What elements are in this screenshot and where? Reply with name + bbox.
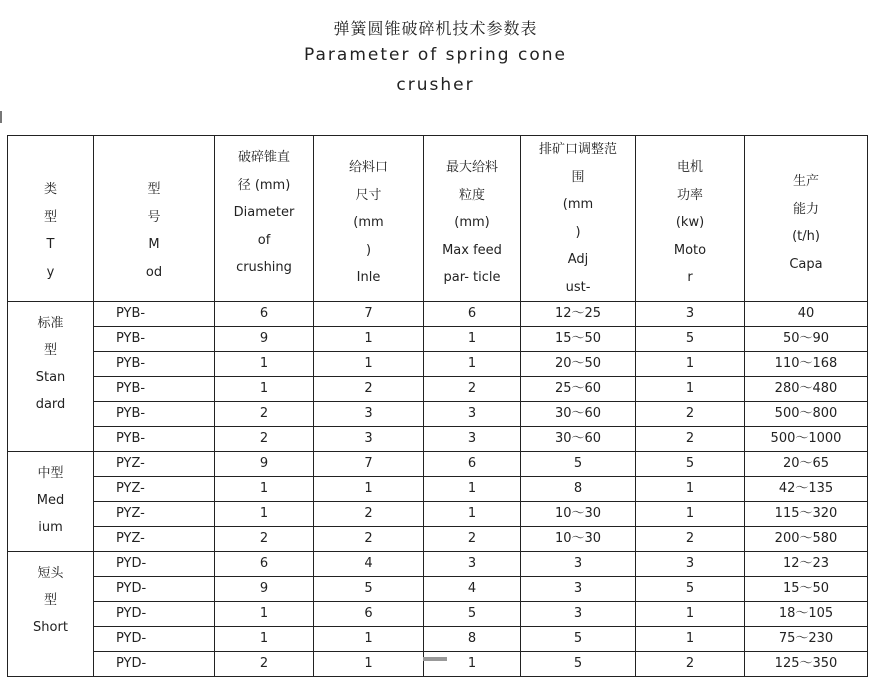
type-text-line: 型	[43, 343, 57, 358]
header-text-line: ust-	[565, 279, 591, 295]
header-text-line: Adj	[567, 252, 589, 267]
header-text-line: 最大给料	[445, 160, 498, 175]
side-tick-mark	[0, 111, 2, 123]
diameter-cell: 1	[215, 377, 314, 402]
model-cell: PYZ-	[94, 527, 215, 552]
header-text-line: 破碎锥直	[237, 150, 290, 165]
diameter-cell: 9	[215, 577, 314, 602]
motor-power-cell: 2	[636, 652, 745, 677]
discharge-cell: 5	[521, 627, 636, 652]
table-row	[8, 352, 868, 377]
motor-power-cell: 2	[636, 527, 745, 552]
header-text-line: T	[46, 237, 55, 252]
header-text-line: 功率	[676, 187, 703, 203]
feed-opening-cell: 3	[314, 427, 424, 452]
diameter-cell: 6	[215, 552, 314, 577]
max-feed-cell: 5	[424, 602, 521, 627]
header-motor-power	[636, 136, 745, 302]
feed-opening-cell: 2	[314, 502, 424, 527]
header-text-line: Moto	[673, 242, 707, 258]
capacity-cell: 50～90	[745, 327, 868, 352]
table-row	[8, 652, 868, 677]
type-text-line: Stan	[35, 370, 66, 385]
capacity-cell: 20～65	[745, 452, 868, 477]
feed-opening-cell: 1	[314, 627, 424, 652]
header-text-line: 电机	[676, 160, 703, 175]
feed-opening-cell: 7	[314, 302, 424, 327]
capacity-cell: 40	[745, 302, 868, 327]
title-chinese: 弹簧圆锥破碎机技术参数表	[333, 19, 538, 38]
type-text-line: ium	[38, 520, 63, 535]
diameter-cell: 1	[215, 602, 314, 627]
capacity-cell: 125～350	[745, 652, 868, 677]
header-text-line: 型	[43, 209, 57, 225]
header-feed-opening	[314, 136, 424, 302]
capacity-cell: 280～480	[745, 377, 868, 402]
max-feed-cell: 3	[424, 552, 521, 577]
max-feed-cell: 6	[424, 452, 521, 477]
header-text-line: 型	[147, 182, 161, 197]
header-text-line: 类	[43, 182, 57, 197]
table-row	[8, 402, 868, 427]
table-row	[8, 477, 868, 502]
header-diameter	[215, 136, 314, 302]
bottom-mark	[423, 657, 447, 661]
header-discharge-adjust	[521, 136, 636, 302]
type-text-line: 中型	[37, 466, 64, 481]
type-text-line: 短头	[37, 566, 64, 581]
max-feed-cell: 3	[424, 427, 521, 452]
capacity-cell: 15～50	[745, 577, 868, 602]
max-feed-cell: 1	[424, 352, 521, 377]
discharge-cell: 20～50	[521, 352, 636, 377]
header-text-line: Inle	[356, 270, 381, 285]
diameter-cell: 2	[215, 402, 314, 427]
header-text-line: par- ticle	[443, 270, 501, 285]
header-text-line: Max feed	[442, 242, 502, 258]
feed-opening-cell: 1	[314, 477, 424, 502]
discharge-cell: 8	[521, 477, 636, 502]
model-cell: PYZ-	[94, 477, 215, 502]
discharge-cell: 12～25	[521, 302, 636, 327]
feed-opening-cell: 1	[314, 352, 424, 377]
header-text-line: 能力	[792, 201, 819, 217]
header-text-line: M	[148, 237, 160, 252]
diameter-cell: 9	[215, 327, 314, 352]
header-max-feed	[424, 136, 521, 302]
header-text-line: (mm	[562, 197, 594, 212]
feed-opening-cell: 1	[314, 327, 424, 352]
discharge-cell: 30～60	[521, 402, 636, 427]
diameter-cell: 2	[215, 427, 314, 452]
feed-opening-cell: 3	[314, 402, 424, 427]
capacity-cell: 200～580	[745, 527, 868, 552]
capacity-cell: 75～230	[745, 627, 868, 652]
discharge-cell: 10～30	[521, 502, 636, 527]
discharge-cell: 5	[521, 652, 636, 677]
model-cell: PYD-	[94, 602, 215, 627]
motor-power-cell: 1	[636, 352, 745, 377]
discharge-cell: 3	[521, 552, 636, 577]
table-row	[8, 552, 868, 577]
model-cell: PYZ-	[94, 502, 215, 527]
max-feed-cell: 1	[424, 327, 521, 352]
table-row	[8, 577, 868, 602]
discharge-cell: 30～60	[521, 427, 636, 452]
table-row	[8, 427, 868, 452]
table-row	[8, 527, 868, 552]
header-text-line: (mm	[353, 215, 384, 230]
header-text-line: (kw)	[675, 215, 705, 230]
header-text-line: 生产	[792, 174, 819, 189]
model-cell: PYD-	[94, 627, 215, 652]
model-cell: PYZ-	[94, 452, 215, 477]
header-text-line: 粒度	[458, 187, 485, 203]
model-cell: PYD-	[94, 577, 215, 602]
type-text-line: 型	[43, 593, 57, 608]
header-text-line: (t/h)	[792, 229, 820, 244]
model-cell: PYB-	[94, 377, 215, 402]
max-feed-cell: 4	[424, 577, 521, 602]
header-capacity	[745, 136, 868, 302]
feed-opening-cell: 5	[314, 577, 424, 602]
diameter-cell: 9	[215, 452, 314, 477]
capacity-cell: 18～105	[745, 602, 868, 627]
capacity-cell: 500～800	[745, 402, 868, 427]
header-text-line: 排矿口调整范	[538, 142, 617, 157]
table-row	[8, 602, 868, 627]
max-feed-cell: 8	[424, 627, 521, 652]
discharge-cell: 5	[521, 452, 636, 477]
type-text-line: 标准	[37, 316, 64, 331]
header-text-line: 围	[571, 169, 585, 185]
discharge-cell: 25～60	[521, 377, 636, 402]
header-type	[8, 136, 94, 302]
header-text-line: 给料口	[348, 160, 388, 175]
model-cell: PYB-	[94, 427, 215, 452]
feed-opening-cell: 4	[314, 552, 424, 577]
capacity-cell: 115～320	[745, 502, 868, 527]
header-model	[94, 136, 215, 302]
diameter-cell: 1	[215, 477, 314, 502]
diameter-cell: 2	[215, 527, 314, 552]
table-row	[8, 627, 868, 652]
feed-opening-cell: 6	[314, 602, 424, 627]
type-text-line: Short	[33, 620, 68, 635]
type-text-line: Med	[36, 493, 65, 508]
feed-opening-cell: 7	[314, 452, 424, 477]
header-text-line: 径 (mm)	[237, 177, 291, 193]
model-cell: PYB-	[94, 302, 215, 327]
diameter-cell: 2	[215, 652, 314, 677]
motor-power-cell: 1	[636, 377, 745, 402]
table-header	[8, 136, 868, 302]
capacity-cell: 42～135	[745, 477, 868, 502]
max-feed-cell: 3	[424, 402, 521, 427]
table-row	[8, 327, 868, 352]
discharge-cell: 3	[521, 577, 636, 602]
header-text-line: of	[257, 232, 271, 248]
motor-power-cell: 1	[636, 502, 745, 527]
motor-power-cell: 2	[636, 402, 745, 427]
max-feed-cell: 2	[424, 527, 521, 552]
model-cell: PYB-	[94, 327, 215, 352]
header-text-line: 号	[147, 209, 161, 225]
discharge-cell: 15～50	[521, 327, 636, 352]
max-feed-cell: 2	[424, 377, 521, 402]
table-row	[8, 502, 868, 527]
discharge-cell: 3	[521, 602, 636, 627]
discharge-cell: 10～30	[521, 527, 636, 552]
table-row	[8, 452, 868, 477]
title-english-line1: Parameter of spring cone	[304, 45, 567, 65]
header-text-line: (mm)	[454, 215, 490, 230]
max-feed-cell: 1	[424, 477, 521, 502]
motor-power-cell: 3	[636, 552, 745, 577]
max-feed-cell: 1	[424, 502, 521, 527]
motor-power-cell: 1	[636, 602, 745, 627]
max-feed-cell: 6	[424, 302, 521, 327]
max-feed-cell: 1	[424, 652, 521, 677]
header-text-line: od	[145, 264, 163, 280]
motor-power-cell: 2	[636, 427, 745, 452]
model-cell: PYB-	[94, 402, 215, 427]
motor-power-cell: 1	[636, 627, 745, 652]
diameter-cell: 6	[215, 302, 314, 327]
motor-power-cell: 3	[636, 302, 745, 327]
header-text-line: )	[575, 224, 581, 240]
capacity-cell: 12～23	[745, 552, 868, 577]
motor-power-cell: 5	[636, 327, 745, 352]
diameter-cell: 1	[215, 352, 314, 377]
diameter-cell: 1	[215, 627, 314, 652]
header-text-line: Diameter	[233, 205, 295, 220]
header-text-line: crushing	[236, 260, 292, 275]
type-short-head	[8, 552, 94, 677]
diameter-cell: 1	[215, 502, 314, 527]
motor-power-cell: 5	[636, 452, 745, 477]
type-medium	[8, 452, 94, 552]
feed-opening-cell: 1	[314, 652, 424, 677]
header-text-line: )	[365, 242, 372, 258]
title-english-line2: crusher	[396, 75, 475, 95]
model-cell: PYB-	[94, 352, 215, 377]
motor-power-cell: 5	[636, 577, 745, 602]
header-row	[8, 136, 868, 302]
feed-opening-cell: 2	[314, 377, 424, 402]
header-text-line: r	[687, 270, 693, 285]
table-row	[8, 302, 868, 327]
capacity-cell: 500～1000	[745, 427, 868, 452]
table-row	[8, 377, 868, 402]
header-text-line: Capa	[789, 256, 823, 272]
header-text-line: 尺寸	[355, 187, 382, 203]
capacity-cell: 110～168	[745, 352, 868, 377]
motor-power-cell: 1	[636, 477, 745, 502]
type-text-line: dard	[35, 397, 66, 412]
table-body	[8, 302, 868, 677]
type-standard	[8, 302, 94, 452]
header-text-line: y	[46, 264, 55, 280]
model-cell: PYD-	[94, 652, 215, 677]
spec-table	[7, 135, 868, 677]
feed-opening-cell: 2	[314, 527, 424, 552]
model-cell: PYD-	[94, 552, 215, 577]
